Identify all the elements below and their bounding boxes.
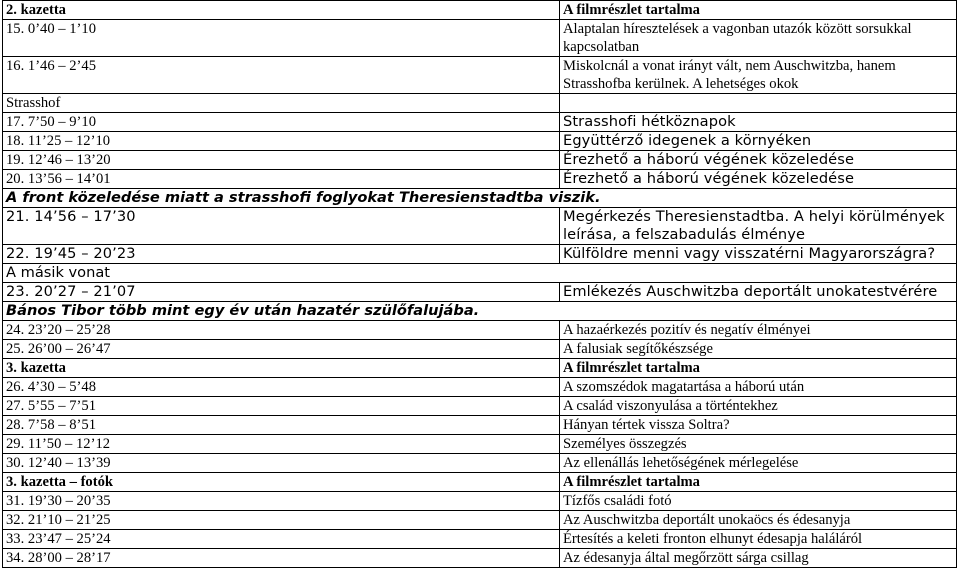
timecode-cell: 21. 14’56 – 17’30 bbox=[3, 208, 560, 245]
timecode-cell: 18. 11’25 – 12’10 bbox=[3, 132, 560, 151]
table-row bbox=[3, 340, 957, 359]
table-row bbox=[3, 113, 957, 132]
table-row bbox=[3, 435, 957, 454]
section-header-row bbox=[3, 359, 957, 378]
content-cell: Alaptalan híresztelések a vagonban utazók között sorsukkal kapcsolatban bbox=[560, 20, 957, 57]
content-cell: Tízfős családi fotó bbox=[560, 492, 957, 511]
table-row bbox=[3, 57, 957, 94]
content-cell: Az édesanyja által megőrzött sárga csillag bbox=[560, 549, 957, 568]
timecode-cell: 29. 11’50 – 12’12 bbox=[3, 435, 560, 454]
content-cell: Hányan tértek vissza Soltra? bbox=[560, 416, 957, 435]
content-cell: Személyes összegzés bbox=[560, 435, 957, 454]
section-title: Strasshof bbox=[3, 94, 560, 113]
content-cell: Miskolcnál a vonat irányt vált, nem Auschwitzba, hanem Strasshofba kerülnek. A lehetséges okok bbox=[560, 57, 957, 94]
content-cell: Az Auschwitzba deportált unokaöcs és édesanyja bbox=[560, 511, 957, 530]
timecode-cell: 22. 19’45 – 20’23 bbox=[3, 245, 560, 264]
table-row bbox=[3, 454, 957, 473]
timecode-cell: 30. 12’40 – 13’39 bbox=[3, 454, 560, 473]
table-row bbox=[3, 245, 957, 264]
content-column-header: A filmrészlet tartalma bbox=[560, 473, 957, 492]
content-cell: Együttérző idegenek a környéken bbox=[560, 132, 957, 151]
content-cell: A hazaérkezés pozitív és negatív élményei bbox=[560, 321, 957, 340]
section-header-row bbox=[3, 1, 957, 20]
table-row bbox=[3, 170, 957, 189]
cassette-title: 3. kazetta – fotók bbox=[3, 473, 560, 492]
timecode-cell: 24. 23’20 – 25’28 bbox=[3, 321, 560, 340]
content-cell: A falusiak segítőkészsége bbox=[560, 340, 957, 359]
section-header-row bbox=[3, 473, 957, 492]
table-row bbox=[3, 492, 957, 511]
table-row bbox=[3, 416, 957, 435]
content-cell: Külföldre menni vagy visszatérni Magyarországra? bbox=[560, 245, 957, 264]
content-cell: Érezhető a háború végének közeledése bbox=[560, 170, 957, 189]
timecode-cell: 33. 23’47 – 25’24 bbox=[3, 530, 560, 549]
content-cell: Emlékezés Auschwitzba deportált unokatestvérére bbox=[560, 283, 957, 302]
timecode-cell: 20. 13’56 – 14’01 bbox=[3, 170, 560, 189]
table-row bbox=[3, 511, 957, 530]
table-row bbox=[3, 189, 957, 208]
table-row bbox=[3, 20, 957, 57]
content-cell: Strasshofi hétköznapok bbox=[560, 113, 957, 132]
film-segments-table bbox=[2, 0, 957, 568]
table-row bbox=[3, 151, 957, 170]
timecode-cell: 27. 5’55 – 7’51 bbox=[3, 397, 560, 416]
table-row bbox=[3, 378, 957, 397]
section-note: A front közeledése miatt a strasshofi foglyokat Theresienstadtba viszik. bbox=[3, 189, 957, 208]
table-body bbox=[3, 1, 957, 568]
table-row bbox=[3, 302, 957, 321]
timecode-cell: 32. 21’10 – 21’25 bbox=[3, 511, 560, 530]
table-row bbox=[3, 530, 957, 549]
content-cell: A család viszonyulása a történtekhez bbox=[560, 397, 957, 416]
timecode-cell: 16. 1’46 – 2’45 bbox=[3, 57, 560, 94]
timecode-cell: 28. 7’58 – 8’51 bbox=[3, 416, 560, 435]
table-row bbox=[3, 264, 957, 283]
cassette-title: 3. kazetta bbox=[3, 359, 560, 378]
table-row bbox=[3, 397, 957, 416]
timecode-cell: 19. 12’46 – 13’20 bbox=[3, 151, 560, 170]
table-row bbox=[3, 208, 957, 245]
table-row bbox=[3, 549, 957, 568]
timecode-cell: 23. 20’27 – 21’07 bbox=[3, 283, 560, 302]
content-column-header: A filmrészlet tartalma bbox=[560, 1, 957, 20]
timecode-cell: 15. 0’40 – 1’10 bbox=[3, 20, 560, 57]
section-title: A másik vonat bbox=[3, 264, 957, 283]
table-row bbox=[3, 94, 957, 113]
content-cell: Érezhető a háború végének közeledése bbox=[560, 151, 957, 170]
content-cell: Értesítés a keleti fronton elhunyt édesapja haláláról bbox=[560, 530, 957, 549]
cassette-title: 2. kazetta bbox=[3, 1, 560, 20]
table-row bbox=[3, 132, 957, 151]
table-row bbox=[3, 321, 957, 340]
section-note: Bános Tibor több mint egy év után hazatér szülőfalujába. bbox=[3, 302, 957, 321]
timecode-cell: 34. 28’00 – 28’17 bbox=[3, 549, 560, 568]
content-cell: A szomszédok magatartása a háború után bbox=[560, 378, 957, 397]
content-column-header: A filmrészlet tartalma bbox=[560, 359, 957, 378]
content-cell: Megérkezés Theresienstadtba. A helyi körülmények leírása, a felszabadulás élménye bbox=[560, 208, 957, 245]
content-cell: Az ellenállás lehetőségének mérlegelése bbox=[560, 454, 957, 473]
timecode-cell: 25. 26’00 – 26’47 bbox=[3, 340, 560, 359]
content-cell bbox=[560, 94, 957, 113]
timecode-cell: 26. 4’30 – 5’48 bbox=[3, 378, 560, 397]
timecode-cell: 17. 7’50 – 9’10 bbox=[3, 113, 560, 132]
timecode-cell: 31. 19’30 – 20’35 bbox=[3, 492, 560, 511]
table-row bbox=[3, 283, 957, 302]
